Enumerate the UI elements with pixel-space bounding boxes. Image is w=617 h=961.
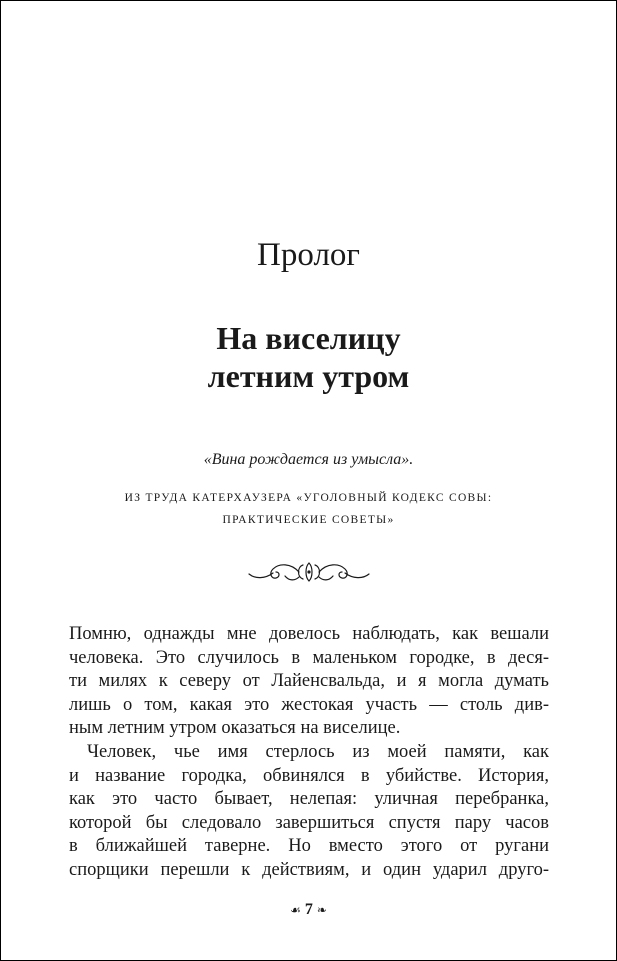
folio-left-ornament-icon: ☙ — [290, 903, 301, 918]
text-line: ти милях к северу от Лайенсвальда, и я могла думать — [69, 671, 549, 692]
text-line: в ближайшей таверне. Но вместо этого от ругани — [69, 836, 549, 857]
epigraph-source-line: ПРАКТИЧЕСКИЕ СОВЕТЫ» — [222, 514, 395, 526]
page-number — [1, 899, 616, 921]
text-line: спорщики перешли к действиям, и один ударил друго- — [69, 859, 549, 880]
epigraph-source-line: ИЗ ТРУДА КАТЕРХАУЗЕРА «УГОЛОВНЫЙ КОДЕКС СОВЫ: — [124, 492, 493, 504]
page-number-value: 7 — [304, 901, 313, 918]
text-line: и название городка, обвинялся в убийстве. История, — [69, 765, 549, 786]
text-line: Человек, чье имя стерлось из моей памяти, как — [87, 741, 549, 762]
flourish-ornament-icon — [245, 557, 373, 587]
chapter-title — [1, 319, 616, 395]
text-line: человека. Это случилось в маленьком городке, в деся- — [69, 647, 549, 668]
text-line: которой бы следовало завершиться спустя пару часов — [69, 812, 549, 833]
text-line: ным летним утром оказаться на виселице. — [69, 718, 401, 739]
text-line: как это часто бывает, нелепая: уличная перебранка, — [69, 789, 549, 810]
chapter-title-line: На виселицу — [216, 320, 401, 356]
text-line: лишь о том, какая это жестокая участь — столь див- — [69, 694, 549, 715]
body-text — [69, 623, 549, 883]
chapter-title-line: летним утром — [207, 358, 410, 394]
text-line: Помню, однажды мне довелось наблюдать, как вешали — [69, 624, 549, 644]
folio-right-ornament-icon: ❧ — [316, 903, 327, 918]
epigraph-quote: «Вина рождается из умысла». — [203, 451, 414, 468]
epigraph-source — [61, 487, 556, 531]
chapter-label: Пролог — [257, 237, 360, 273]
